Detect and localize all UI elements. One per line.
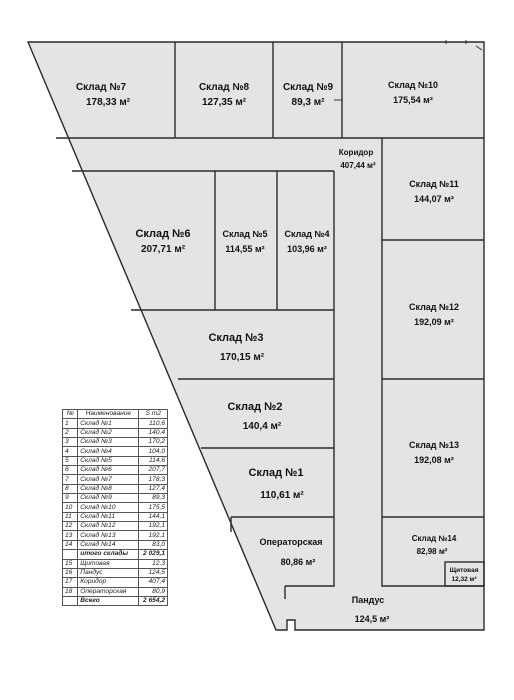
row-name: итого склады bbox=[78, 550, 139, 559]
row-area: 178,3 bbox=[139, 475, 168, 484]
row-number: 13 bbox=[63, 531, 78, 540]
table-row bbox=[63, 568, 168, 577]
room-name: Склад №1 bbox=[248, 467, 304, 479]
row-number: 4 bbox=[63, 447, 78, 456]
row-number: 17 bbox=[63, 578, 78, 587]
row-number: 12 bbox=[63, 522, 78, 531]
table-row bbox=[63, 587, 168, 596]
row-name: Склад №12 bbox=[78, 522, 139, 531]
column-header: № bbox=[63, 410, 78, 419]
row-number: 7 bbox=[63, 475, 78, 484]
room-area: 178,33 м² bbox=[85, 97, 131, 108]
row-name: Операторская bbox=[78, 587, 139, 596]
room-area: 110,61 м² bbox=[260, 490, 304, 501]
row-area: 407,4 bbox=[139, 578, 168, 587]
row-area: 12,3 bbox=[139, 559, 168, 568]
room-name: Склад №6 bbox=[135, 228, 191, 240]
row-name: Склад №4 bbox=[78, 447, 139, 456]
row-name: Склад №6 bbox=[78, 466, 139, 475]
row-area: 140,4 bbox=[139, 428, 168, 437]
room-name: Склад №13 bbox=[408, 440, 460, 450]
room-area: 89,3 м² bbox=[291, 97, 325, 108]
room-area: 127,35 м² bbox=[201, 97, 247, 108]
row-name: Склад №1 bbox=[78, 419, 139, 428]
room-name: Склад №5 bbox=[222, 229, 268, 239]
row-number: 9 bbox=[63, 494, 78, 503]
table-row bbox=[63, 550, 168, 559]
room-area: 192,09 м² bbox=[414, 317, 454, 327]
room-name: Склад №10 bbox=[387, 80, 439, 90]
row-name: Склад №7 bbox=[78, 475, 139, 484]
table-row bbox=[63, 512, 168, 521]
room-area: 124,5 м² bbox=[354, 614, 390, 624]
table-header-row bbox=[63, 410, 168, 419]
room-area: 140,4 м² bbox=[242, 421, 282, 432]
row-number: 15 bbox=[63, 559, 78, 568]
room-area: 103,96 м² bbox=[287, 244, 327, 254]
table-row bbox=[63, 428, 168, 437]
table-row bbox=[63, 494, 168, 503]
row-area: 89,3 bbox=[139, 494, 168, 503]
row-number: 16 bbox=[63, 568, 78, 577]
table-row bbox=[63, 540, 168, 549]
row-name: Склад №11 bbox=[78, 512, 139, 521]
table-row bbox=[63, 484, 168, 493]
row-area: 83,0 bbox=[139, 540, 168, 549]
row-name: Щитовая bbox=[78, 559, 139, 568]
room-name: Склад №14 bbox=[411, 534, 457, 543]
row-area: 114,6 bbox=[139, 456, 168, 465]
room-name: Склад №9 bbox=[282, 82, 334, 93]
row-number: 18 bbox=[63, 587, 78, 596]
row-name: Всего bbox=[78, 596, 139, 605]
row-area: 175,5 bbox=[139, 503, 168, 512]
room-area: 207,71 м² bbox=[140, 244, 186, 255]
table-row bbox=[63, 559, 168, 568]
row-number: 5 bbox=[63, 456, 78, 465]
room-area: 170,15 м² bbox=[219, 352, 265, 363]
explication-table bbox=[62, 409, 168, 606]
table-row bbox=[63, 419, 168, 428]
column-header: S m2 bbox=[139, 410, 168, 419]
row-area: 124,5 bbox=[139, 568, 168, 577]
table-row bbox=[63, 531, 168, 540]
row-number: 3 bbox=[63, 438, 78, 447]
column-header: Наименование bbox=[78, 410, 139, 419]
row-number bbox=[63, 550, 78, 559]
row-area: 104,0 bbox=[139, 447, 168, 456]
room-area: 144,07 м² bbox=[414, 194, 454, 204]
row-name: Склад №2 bbox=[78, 428, 139, 437]
room-area: 407,44 м² bbox=[340, 161, 376, 170]
room-name: Склад №12 bbox=[408, 302, 460, 312]
row-name: Склад №3 bbox=[78, 438, 139, 447]
room-area: 82,98 м² bbox=[416, 547, 448, 556]
row-area: 2 654,2 bbox=[139, 596, 168, 605]
room-name: Склад №2 bbox=[227, 401, 283, 413]
row-name: Склад №5 bbox=[78, 456, 139, 465]
table-row bbox=[63, 503, 168, 512]
table-row bbox=[63, 438, 168, 447]
room-area: 12,32 м² bbox=[451, 576, 477, 583]
room-name: Операторская bbox=[259, 537, 323, 547]
room-area: 192,08 м² bbox=[414, 455, 454, 465]
row-number: 6 bbox=[63, 466, 78, 475]
row-name: Склад №13 bbox=[78, 531, 139, 540]
row-area: 2 029,1 bbox=[139, 550, 168, 559]
row-area: 192,1 bbox=[139, 522, 168, 531]
row-area: 207,7 bbox=[139, 466, 168, 475]
row-number bbox=[63, 596, 78, 605]
room-name: Склад №11 bbox=[409, 179, 459, 189]
table-row bbox=[63, 475, 168, 484]
row-number: 8 bbox=[63, 484, 78, 493]
table-body bbox=[63, 419, 168, 606]
room-name: Щитовая bbox=[449, 567, 479, 574]
room-name: Склад №4 bbox=[284, 229, 330, 239]
room-name: Пандус bbox=[351, 595, 385, 605]
table-row bbox=[63, 522, 168, 531]
row-area: 110,6 bbox=[139, 419, 168, 428]
row-area: 80,9 bbox=[139, 587, 168, 596]
row-area: 192,1 bbox=[139, 531, 168, 540]
row-name: Склад №14 bbox=[78, 540, 139, 549]
room-area: 175,54 м² bbox=[393, 95, 433, 105]
table-row bbox=[63, 578, 168, 587]
row-number: 14 bbox=[63, 540, 78, 549]
table-row bbox=[63, 466, 168, 475]
row-name: Пандус bbox=[78, 568, 139, 577]
room-name: Склад №8 bbox=[198, 82, 250, 93]
room-area: 114,55 м² bbox=[225, 244, 265, 254]
row-area: 127,4 bbox=[139, 484, 168, 493]
row-name: Склад №10 bbox=[78, 503, 139, 512]
room-name: Коридор bbox=[338, 148, 374, 157]
row-number: 11 bbox=[63, 512, 78, 521]
row-number: 2 bbox=[63, 428, 78, 437]
table-row bbox=[63, 596, 168, 605]
room-area: 80,86 м² bbox=[280, 557, 316, 567]
row-name: Коридор bbox=[78, 578, 139, 587]
table-row bbox=[63, 447, 168, 456]
row-number: 1 bbox=[63, 419, 78, 428]
row-name: Склад №8 bbox=[78, 484, 139, 493]
room-name: Склад №7 bbox=[75, 82, 127, 93]
row-number: 10 bbox=[63, 503, 78, 512]
row-area: 144,1 bbox=[139, 512, 168, 521]
row-name: Склад №9 bbox=[78, 494, 139, 503]
room-name: Склад №3 bbox=[208, 332, 264, 344]
table-row bbox=[63, 456, 168, 465]
row-area: 170,2 bbox=[139, 438, 168, 447]
